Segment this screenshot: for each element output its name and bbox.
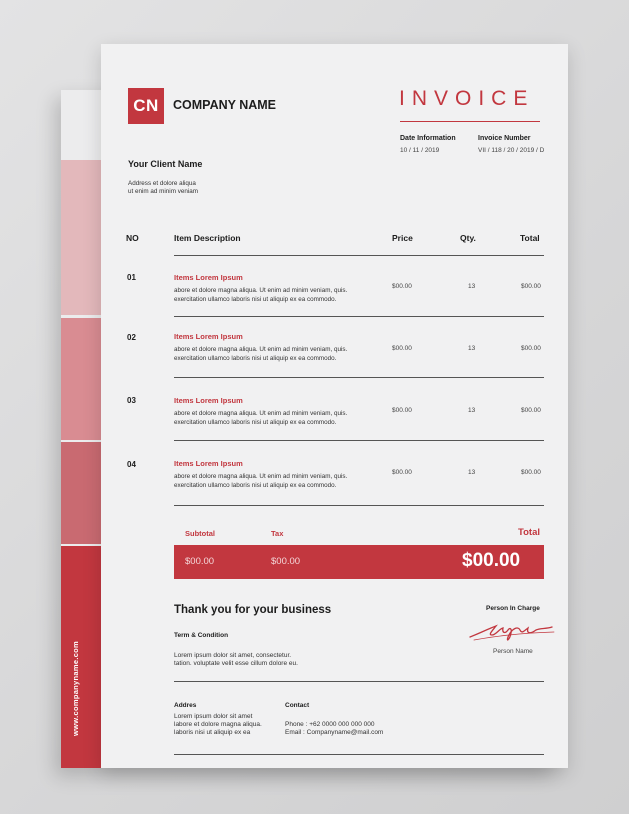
row-total: $00.00 [521, 469, 541, 476]
row-number: 03 [127, 396, 136, 405]
subtotal-label: Subtotal [185, 529, 215, 538]
accent-strip-4 [61, 546, 101, 768]
person-name: Person Name [493, 648, 533, 655]
row-divider [174, 505, 544, 506]
row-item-title: Items Lorem Ipsum [174, 396, 243, 405]
terms-line2: tation. voluptate velit esse cillum dolore eu. [174, 660, 298, 667]
row-item-desc-line1: abore et dolore magna aliqua. Ut enim ad minim veniam, quis. [174, 287, 348, 294]
client-address [128, 180, 248, 195]
row-item-title: Items Lorem Ipsum [174, 332, 243, 341]
row-number: 04 [127, 460, 136, 469]
contact-phone: Phone : +62 0000 000 000 000 [285, 721, 375, 728]
address-line1: Lorem ipsum dolor sit amet [174, 713, 253, 720]
contact-email: Email : Companyname@mail.com [285, 729, 384, 736]
col-header-no: NO [126, 233, 139, 243]
address-heading: Addres [174, 702, 197, 709]
row-item-desc-line2: exercitation ullamco laboris nisi ut aliquip ex ea commodo. [174, 296, 337, 303]
total-label: Total [518, 527, 540, 538]
logo: CN [128, 88, 164, 124]
row-total: $00.00 [521, 283, 541, 290]
row-item-desc-line2: exercitation ullamco laboris nisi ut aliquip ex ea commodo. [174, 419, 337, 426]
row-item-desc-line1: abore et dolore magna aliqua. Ut enim ad minim veniam, quis. [174, 473, 348, 480]
row-item-desc-line1: abore et dolore magna aliqua. Ut enim ad minim veniam, quis. [174, 346, 348, 353]
accent-strip-1 [61, 160, 101, 315]
row-price: $00.00 [392, 283, 412, 290]
row-qty: 13 [468, 407, 476, 414]
table-header-rule [174, 255, 544, 256]
address-line3: laboris nisi ut aliquip ex ea [174, 729, 251, 736]
invoice-number-value: VII / 118 / 20 / 2019 / D [478, 147, 545, 154]
signature-image [466, 616, 556, 644]
tax-label: Tax [271, 529, 284, 538]
person-in-charge-label: Person In Charge [486, 605, 540, 612]
contact-heading: Contact [285, 702, 310, 709]
invoice-title: INVOICE [399, 87, 535, 110]
row-divider [174, 377, 544, 378]
address-line2: labore et dolore magna aliqua. [174, 721, 262, 728]
col-header-total: Total [520, 233, 540, 243]
company-name: COMPANY NAME [173, 98, 277, 112]
row-qty: 13 [468, 345, 476, 352]
date-value: 10 / 11 / 2019 [400, 147, 440, 154]
date-label: Date Information [400, 135, 456, 142]
row-item-desc-line1: abore et dolore magna aliqua. Ut enim ad minim veniam, quis. [174, 410, 348, 417]
col-header-qty: Qty. [460, 233, 476, 243]
row-total: $00.00 [521, 407, 541, 414]
row-number: 02 [127, 333, 136, 342]
accent-strip-3 [61, 442, 101, 544]
footer-divider [174, 681, 544, 682]
client-address-line1: Address et dolore aliqua [128, 180, 196, 187]
thank-you-heading: Thank you for your business [174, 604, 332, 616]
invoice-number-label: Invoice Number [478, 135, 531, 142]
website-vertical: www.companyname.com [71, 640, 80, 736]
terms-heading: Term & Condition [174, 632, 229, 639]
row-item-title: Items Lorem Ipsum [174, 273, 243, 282]
row-qty: 13 [468, 283, 476, 290]
row-price: $00.00 [392, 407, 412, 414]
total-value: $00.00 [462, 550, 521, 571]
row-divider [174, 440, 544, 441]
client-address-line2: ut enim ad minim veniam [128, 187, 198, 195]
accent-strip-2 [61, 318, 101, 440]
row-divider [174, 316, 544, 317]
row-price: $00.00 [392, 345, 412, 352]
row-number: 01 [127, 273, 136, 282]
row-item-desc-line2: exercitation ullamco laboris nisi ut aliquip ex ea commodo. [174, 482, 337, 489]
bottom-rule [174, 754, 544, 755]
row-price: $00.00 [392, 469, 412, 476]
col-header-description: Item Description [174, 233, 241, 243]
col-header-price: Price [392, 233, 413, 243]
subtotal-value: $00.00 [185, 556, 215, 567]
row-item-desc-line2: exercitation ullamco laboris nisi ut aliquip ex ea commodo. [174, 355, 337, 362]
row-total: $00.00 [521, 345, 541, 352]
row-qty: 13 [468, 469, 476, 476]
client-name: Your Client Name [128, 159, 203, 169]
terms-line1: Lorem ipsum dolor sit amet, consectetur. [174, 652, 292, 659]
tax-value: $00.00 [271, 556, 301, 567]
row-item-title: Items Lorem Ipsum [174, 459, 243, 468]
title-underline [400, 121, 540, 122]
